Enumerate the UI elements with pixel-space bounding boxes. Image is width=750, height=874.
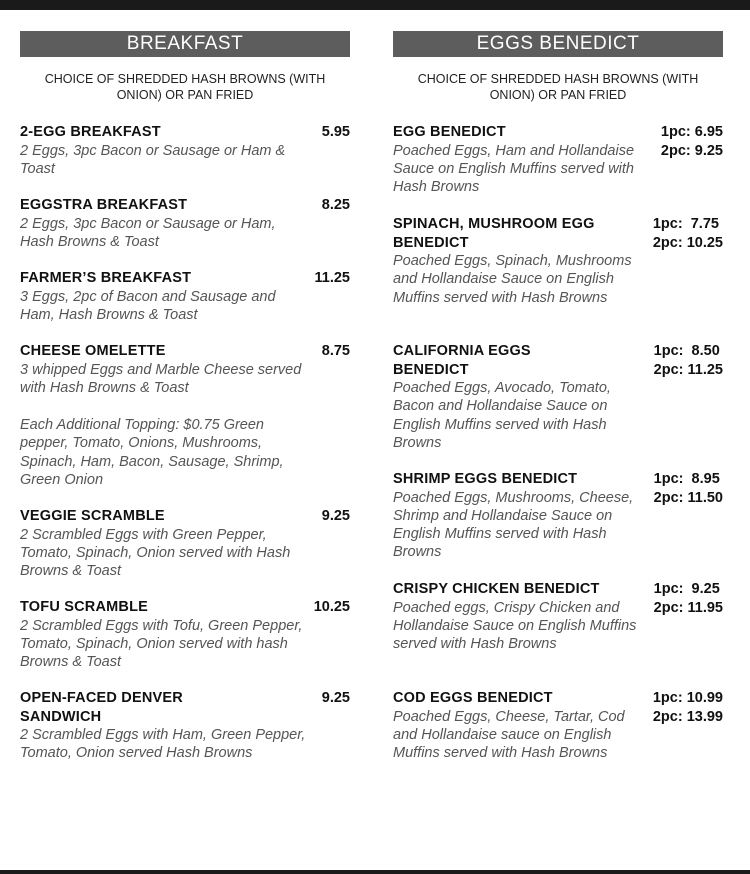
price-1pc: 1pc: 8.95	[653, 471, 720, 487]
price-1pc: 1pc: 10.99	[652, 690, 723, 706]
item-description: Poached Eggs, Cheese, Tartar, Cod and Hollandaise sauce on English Muffins served with Hash Browns	[393, 708, 625, 762]
item-description: 2 Scrambled Eggs with Ham, Green Pepper, Tomato, Onion served Hash Browns	[20, 727, 306, 762]
item-name: EGGSTRA BREAKFAST	[20, 197, 188, 213]
item-name: VEGGIE SCRAMBLE	[20, 508, 165, 524]
price-1pc: 1pc: 6.95	[660, 124, 723, 140]
menu-item	[20, 598, 350, 671]
menu-item	[20, 196, 350, 251]
item-description: Poached Eggs, Ham and Hollandaise Sauce on English Muffins served with Hash Browns	[393, 142, 635, 196]
price-2pc: 2pc: 11.50	[653, 489, 723, 506]
price-2pc: 2pc: 9.25	[660, 142, 723, 159]
price-2pc: 2pc: 13.99	[652, 708, 723, 725]
item-name: CALIFORNIA EGGS BENEDICT	[393, 343, 531, 378]
price-2pc: 2pc: 10.25	[652, 234, 723, 251]
menu-item	[20, 507, 350, 580]
menu-item	[20, 269, 350, 324]
menu-item	[393, 580, 723, 653]
menu-item	[393, 342, 723, 452]
item-name: TOFU SCRAMBLE	[20, 599, 148, 615]
price-1pc: 1pc: 9.25	[653, 581, 720, 597]
topping-note	[20, 416, 350, 489]
item-prices	[653, 215, 723, 252]
item-description: 2 Scrambled Eggs with Green Pepper, Tomato, Spinach, Onion served with Hash Browns & Toast	[20, 526, 291, 580]
item-name: COD EGGS BENEDICT	[393, 690, 553, 706]
item-name: 2-EGG BREAKFAST	[20, 124, 161, 140]
benedict-banner: EGGS BENEDICT	[393, 31, 723, 57]
item-price: 11.25	[314, 270, 350, 286]
item-name: OPEN-FACED DENVER SANDWICH	[20, 690, 183, 725]
item-name: SHRIMP EGGS BENEDICT	[393, 471, 578, 487]
item-description: 3 Eggs, 2pc of Bacon and Sausage and Ham, Hash Browns & Toast	[20, 288, 276, 323]
item-description: 2 Scrambled Eggs with Tofu, Green Pepper, Tomato, Spinach, Onion served with hash Browns & Toast	[20, 617, 303, 671]
item-price: 9.25	[321, 690, 350, 706]
item-name: CRISPY CHICKEN BENEDICT	[393, 581, 600, 597]
item-description: 2 Eggs, 3pc Bacon or Sausage or Ham & Toast	[20, 142, 286, 177]
price-1pc: 1pc: 7.75	[652, 216, 719, 232]
item-name: EGG BENEDICT	[393, 124, 506, 140]
bottom-border	[0, 870, 750, 874]
menu-item	[393, 470, 723, 562]
item-name: FARMER’S BREAKFAST	[20, 270, 192, 286]
item-description: Poached Eggs, Spinach, Mushrooms and Hollandaise Sauce on English Muffins served with Hash Browns	[393, 253, 632, 306]
item-description: Poached eggs, Crispy Chicken and Hollandaise Sauce on English Muffins served with Hash Browns	[393, 599, 637, 653]
price-2pc: 2pc: 11.95	[653, 599, 723, 616]
breakfast-banner: BREAKFAST	[20, 31, 350, 57]
item-price: 8.75	[321, 343, 350, 359]
menu-item	[393, 689, 723, 762]
menu-item	[393, 215, 723, 307]
benedict-section	[393, 31, 723, 791]
price-2pc: 2pc: 11.25	[653, 361, 723, 378]
item-prices	[654, 342, 723, 379]
item-price: 9.25	[321, 508, 350, 524]
item-price: 10.25	[313, 599, 350, 615]
top-border	[0, 0, 750, 10]
item-description: Poached Eggs, Mushrooms, Cheese, Shrimp and Hollandaise Sauce on English Muffins served with Hash Browns	[393, 489, 634, 561]
item-price: 5.95	[321, 124, 350, 140]
menu-item	[20, 689, 350, 763]
item-name: CHEESE OMELETTE	[20, 343, 166, 359]
item-prices	[661, 123, 723, 160]
breakfast-choice-note: CHOICE OF SHREDDED HASH BROWNS (WITH ONION) OR PAN FRIED	[44, 72, 326, 102]
breakfast-section	[20, 31, 350, 791]
item-price: 8.25	[321, 197, 350, 213]
benedict-choice-note: CHOICE OF SHREDDED HASH BROWNS (WITH ONION) OR PAN FRIED	[417, 72, 699, 102]
topping-note-text: Each Additional Topping: $0.75 Green pepper, Tomato, Onions, Mushrooms, Spinach, Ham, Bacon, Sausage, Shrimp, Green Onion	[20, 417, 284, 488]
item-description: Poached Eggs, Avocado, Tomato, Bacon and Hollandaise Sauce on English Muffins served with Hash Browns	[393, 380, 611, 451]
item-prices	[654, 580, 723, 617]
item-description: 3 whipped Eggs and Marble Cheese served with Hash Browns & Toast	[20, 361, 302, 396]
menu-item	[20, 123, 350, 178]
price-1pc: 1pc: 8.50	[653, 343, 720, 359]
item-name: SPINACH, MUSHROOM EGG BENEDICT	[393, 216, 595, 251]
item-prices	[654, 470, 723, 507]
menu-item	[393, 123, 723, 196]
item-description: 2 Eggs, 3pc Bacon or Sausage or Ham, Hash Browns & Toast	[20, 215, 276, 250]
menu-item	[20, 342, 350, 397]
item-prices	[653, 689, 723, 726]
